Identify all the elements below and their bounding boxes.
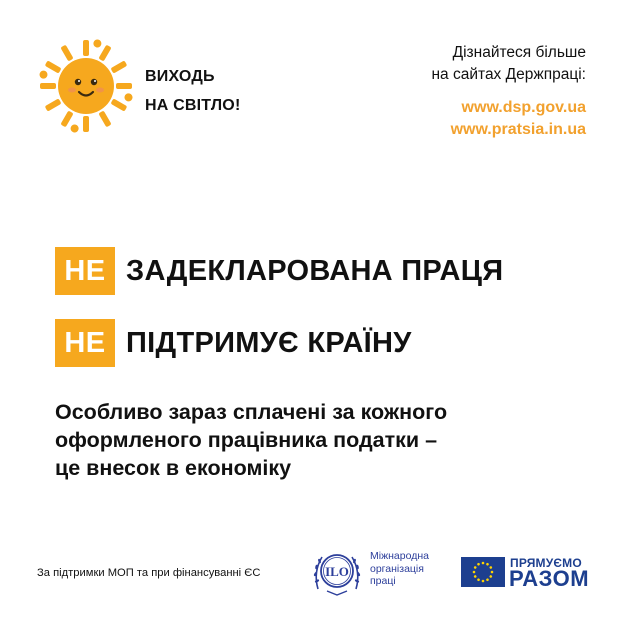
link-pratsia[interactable]: www.pratsia.in.ua: [450, 121, 586, 138]
ilo-name: [370, 550, 429, 588]
headline-row-2-text: ПІДТРИМУЄ КРАЇНУ: [126, 326, 412, 359]
body-text: [55, 398, 575, 482]
eu-slogan-line-2: РАЗОМ: [509, 566, 590, 591]
info-line-1: Дізнайтеся більше: [452, 44, 586, 61]
link-dsp[interactable]: www.dsp.gov.ua: [461, 99, 586, 116]
eu-slogan-line-1: ПРЯМУЄМО: [510, 556, 582, 570]
headline-row-2: [55, 318, 412, 368]
ilo-name-line-1: Міжнародна: [370, 550, 429, 562]
sun-with-tools-icon: [38, 38, 134, 134]
body-line-1: Особливо зараз сплачені за кожного: [55, 400, 448, 424]
eu-flag-icon: [461, 557, 505, 587]
headline-row-1: [55, 246, 503, 296]
ilo-logo: [310, 545, 364, 599]
body-line-2: оформленого працівника податки –: [55, 428, 438, 452]
ne-badge: НЕ: [55, 319, 115, 367]
slogan-line-1: ВИХОДЬ: [145, 68, 215, 85]
body-line-3: це внесок в економіку: [55, 456, 292, 480]
ilo-logo-letters: ILO: [325, 564, 349, 579]
slogan-line-2: НА СВІТЛО!: [145, 97, 241, 114]
ilo-name-line-3: праці: [370, 575, 396, 587]
support-text: За підтримки МОП та при фінансуванні ЄС: [37, 567, 261, 579]
ne-badge: НЕ: [55, 247, 115, 295]
info-line-2: на сайтах Держпраці:: [431, 66, 586, 83]
headline-row-1-text: ЗАДЕКЛАРОВАНА ПРАЦЯ: [126, 254, 504, 287]
ilo-name-line-2: організація: [370, 562, 424, 575]
